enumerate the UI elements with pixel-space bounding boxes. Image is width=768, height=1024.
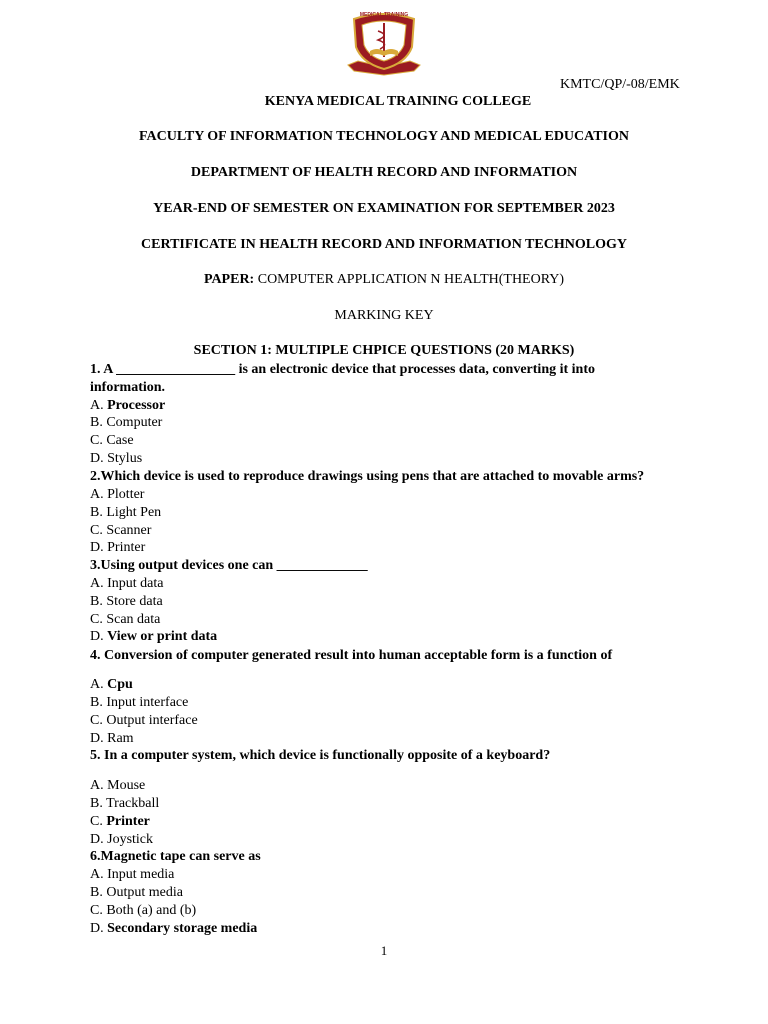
kmtc-crest-logo	[344, 9, 424, 77]
option-text-answer: Cpu	[107, 677, 133, 692]
q6-option-c	[90, 902, 196, 920]
marking-key-title: MARKING KEY	[334, 308, 434, 323]
q5-option-c	[90, 813, 150, 831]
q2-option-a	[90, 486, 144, 504]
q2-option-d	[90, 539, 145, 557]
certificate-title: CERTIFICATE IN HEALTH RECORD AND INFORMATION TECHNOLOGY	[141, 237, 627, 252]
option-letter: B.	[90, 885, 107, 900]
document-code: KMTC/QP/-08/EMK	[560, 77, 680, 92]
option-letter: A.	[90, 867, 108, 882]
question-3: 3.Using output devices one can _____________	[90, 558, 368, 573]
option-letter: C.	[90, 612, 107, 627]
option-letter: A.	[90, 487, 108, 502]
option-text: Joystick	[107, 832, 154, 847]
q6-option-d	[90, 920, 257, 938]
option-letter: D.	[90, 921, 108, 936]
option-text: Ram	[107, 731, 134, 746]
option-text: Input media	[107, 867, 175, 882]
option-letter: D.	[90, 540, 108, 555]
option-letter: C.	[90, 523, 107, 538]
option-text: Output media	[106, 885, 183, 900]
q4-option-c	[90, 712, 198, 730]
paper-line	[0, 272, 768, 288]
q1-option-d	[90, 450, 142, 468]
option-text: Stylus	[107, 451, 143, 466]
option-text-answer: Printer	[106, 814, 150, 829]
option-text: Input interface	[106, 695, 189, 710]
crest-ring-text: MEDICAL TRAINING	[359, 12, 409, 18]
q4-option-b	[90, 694, 188, 712]
option-letter: B.	[90, 594, 107, 609]
q3-option-c	[90, 611, 160, 629]
option-text: Case	[106, 433, 134, 448]
q5-option-a	[90, 777, 145, 795]
q6-option-a	[90, 866, 174, 884]
paper-value: COMPUTER APPLICATION N HEALTH(THEORY)	[254, 272, 565, 287]
option-text: Printer	[107, 540, 146, 555]
paper-label: PAPER:	[203, 272, 255, 287]
option-text: Output interface	[106, 713, 198, 728]
option-letter: A.	[90, 398, 108, 413]
option-text: Store data	[106, 594, 163, 609]
option-letter: C.	[90, 814, 107, 829]
option-letter: C.	[90, 713, 107, 728]
option-letter: C.	[90, 433, 107, 448]
question-4: 4. Conversion of computer generated result into human acceptable form is a function of	[90, 648, 613, 663]
question-1-line-1: 1. A _________________ is an electronic device that processes data, converting it into	[90, 362, 595, 377]
question-5: 5. In a computer system, which device is functionally opposite of a keyboard?	[90, 748, 551, 763]
option-text: Light Pen	[106, 505, 162, 520]
option-letter: B.	[90, 695, 107, 710]
q2-option-b	[90, 504, 161, 522]
q3-option-b	[90, 593, 163, 611]
option-text: Input data	[107, 576, 164, 591]
q1-option-a	[90, 397, 165, 415]
q3-option-a	[90, 575, 164, 593]
option-letter: A.	[90, 778, 108, 793]
section-title: SECTION 1: MULTIPLE CHPICE QUESTIONS (20 MARKS)	[193, 343, 575, 358]
college-title: KENYA MEDICAL TRAINING COLLEGE	[264, 94, 532, 109]
option-text-answer: Secondary storage media	[107, 921, 258, 936]
q3-option-d	[90, 628, 217, 646]
exam-title: YEAR-END OF SEMESTER ON EXAMINATION FOR SEPTEMBER 2023	[153, 201, 615, 216]
q1-option-b	[90, 414, 162, 432]
option-text-answer: View or print data	[107, 629, 218, 644]
question-6: 6.Magnetic tape can serve as	[90, 849, 261, 864]
option-letter: D.	[90, 629, 108, 644]
option-letter: B.	[90, 796, 107, 811]
option-text-answer: Processor	[107, 398, 166, 413]
page-number: 1	[380, 943, 388, 958]
option-letter: B.	[90, 415, 107, 430]
option-text: Scanner	[106, 523, 152, 538]
faculty-title: FACULTY OF INFORMATION TECHNOLOGY AND MEDICAL EDUCATION	[138, 129, 630, 144]
department-title: DEPARTMENT OF HEALTH RECORD AND INFORMATION	[190, 165, 578, 180]
option-text: Mouse	[107, 778, 146, 793]
option-letter: C.	[90, 903, 107, 918]
option-letter: B.	[90, 505, 107, 520]
option-letter: A.	[90, 677, 108, 692]
q4-option-a	[90, 676, 133, 694]
option-text: Plotter	[107, 487, 145, 502]
option-text: Trackball	[106, 796, 160, 811]
option-letter: D.	[90, 451, 108, 466]
option-text: Computer	[106, 415, 163, 430]
q4-option-d	[90, 730, 134, 748]
q5-option-b	[90, 795, 159, 813]
question-2: 2.Which device is used to reproduce drawings using pens that are attached to movable arms?	[90, 469, 645, 484]
option-letter: D.	[90, 731, 108, 746]
option-letter: A.	[90, 576, 108, 591]
option-text: Scan data	[106, 612, 161, 627]
q2-option-c	[90, 522, 151, 540]
question-1-line-2: information.	[90, 380, 166, 395]
q1-option-c	[90, 432, 134, 450]
q6-option-b	[90, 884, 183, 902]
option-text: Both (a) and (b)	[106, 903, 197, 918]
q5-option-d	[90, 831, 153, 849]
option-letter: D.	[90, 832, 108, 847]
